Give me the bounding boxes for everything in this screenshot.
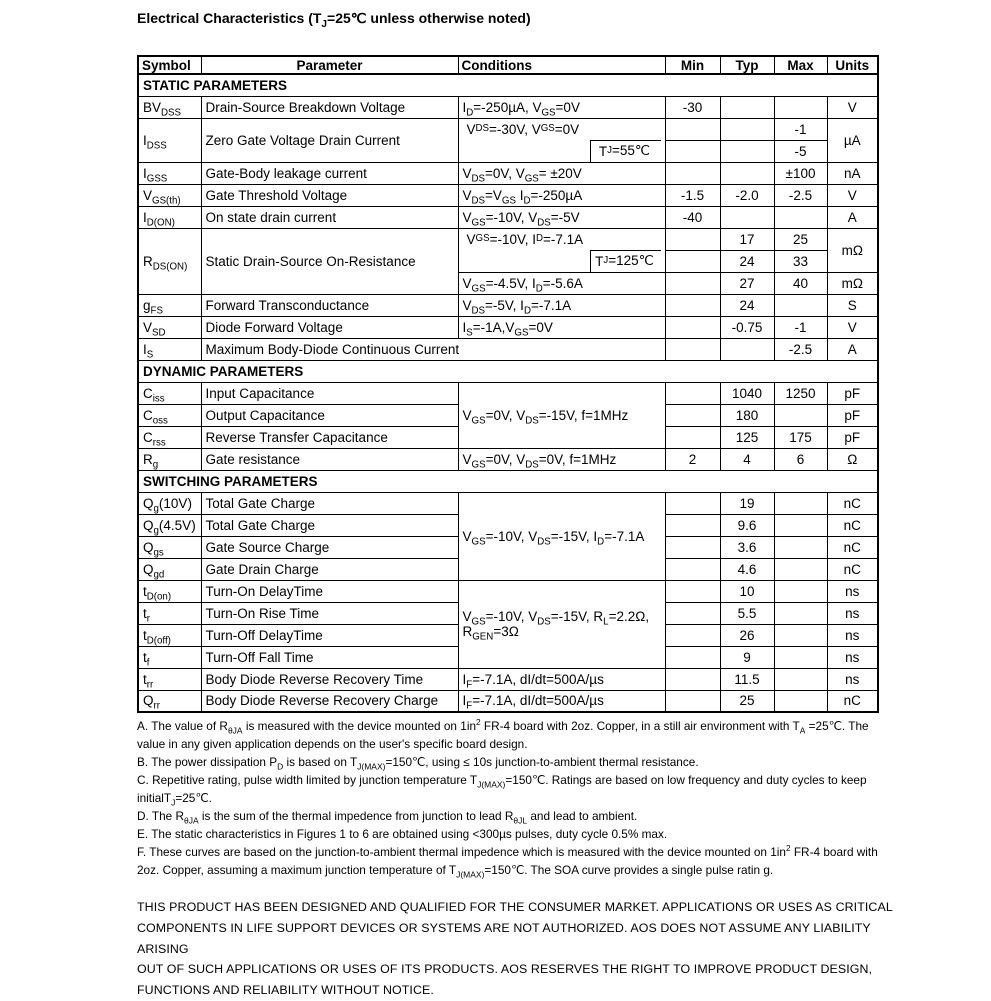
value-cell: ±100 xyxy=(774,162,827,184)
symbol-cell: $t_{D(off)}$ xyxy=(138,624,201,646)
conditions-cell: $V_{GS}=-4.5V$, $I_D=-5.6A$ xyxy=(458,272,665,294)
table-row xyxy=(138,162,878,184)
units-cell: Ω xyxy=(827,448,878,470)
value-cell: 40 xyxy=(774,272,827,294)
parameter-cell: Gate-Body leakage current xyxy=(201,162,458,184)
value-cell: -0.75 xyxy=(720,316,774,338)
section-row xyxy=(138,74,878,96)
value-cell: 180 xyxy=(720,404,774,426)
symbol-cell: $BV_{DSS}$ xyxy=(138,96,201,118)
column-header-typ: Typ xyxy=(720,56,774,74)
conditions-cell: $V_{GS}=0V$, $V_{DS}=0V$, f=1MHz xyxy=(458,448,665,470)
footnote: D. The $R_{\theta JA}$ is the sum of the thermal impedence from junction to lead $R_{\theta JL}$ and lead to ambient. xyxy=(137,809,638,826)
value-cell: 125 xyxy=(720,426,774,448)
value-cell: -30 xyxy=(665,96,720,118)
parameter-cell: Reverse Transfer Capacitance xyxy=(201,426,458,448)
value-cell xyxy=(665,338,720,360)
value-cell xyxy=(665,558,720,580)
column-header-symbol: Symbol xyxy=(138,56,201,74)
value-cell: -2.5 xyxy=(774,338,827,360)
value-cell xyxy=(774,558,827,580)
value-cell xyxy=(665,668,720,690)
conditions-cell: $I_F=-7.1A$, dI/dt=500A/µs xyxy=(458,690,665,712)
value-cell: 6 xyxy=(774,448,827,470)
parameter-cell: Body Diode Reverse Recovery Charge xyxy=(201,690,458,712)
value-cell: 17 xyxy=(720,228,774,250)
units-cell: pF xyxy=(827,404,878,426)
symbol-cell: $Q_g(4.5V)$ xyxy=(138,514,201,536)
value-cell xyxy=(665,316,720,338)
parameter-cell: Static Drain-Source On-Resistance xyxy=(201,228,458,294)
footnote: F. These curves are based on the junction-to-ambient thermal impedence which is measured with the device mounted on $1in^2$ FR-4 board with 2oz. Copper, assuming a maximum junction temperature of $T_{J(MAX)}=150℃$. The SOA curve provides a single pulse ratin g. xyxy=(137,844,878,880)
units-cell: nC xyxy=(827,514,878,536)
value-cell xyxy=(720,118,774,140)
value-cell xyxy=(665,250,720,272)
value-cell: -1 xyxy=(774,118,827,140)
parameter-cell: Gate Source Charge xyxy=(201,536,458,558)
units-cell: nA xyxy=(827,162,878,184)
value-cell xyxy=(665,426,720,448)
condition-main: V DS =-30V, V GS =0V xyxy=(466,121,580,137)
value-cell: -1.5 xyxy=(665,184,720,206)
parameter-cell: Turn-On DelayTime xyxy=(201,580,458,602)
value-cell: 1250 xyxy=(774,382,827,404)
section-header: STATIC PARAMETERS xyxy=(138,74,878,96)
units-cell: nC xyxy=(827,690,878,712)
units-cell: ns xyxy=(827,580,878,602)
value-cell: 5.5 xyxy=(720,602,774,624)
parameter-cell: On state drain current xyxy=(201,206,458,228)
table-row xyxy=(138,294,878,316)
symbol-cell: $t_{D(on)}$ xyxy=(138,580,201,602)
parameter-cell: Turn-Off DelayTime xyxy=(201,624,458,646)
value-cell: 26 xyxy=(720,624,774,646)
parameter-cell: Forward Transconductance xyxy=(201,294,458,316)
column-header-parameter: Parameter xyxy=(201,56,458,74)
symbol-cell: $I_S$ xyxy=(138,338,201,360)
conditions-cell: $V_{GS}=-10V$, $V_{DS}=-15V$, $I_D=-7.1A$ xyxy=(458,492,665,580)
column-header-min: Min xyxy=(665,56,720,74)
units-cell: mΩ xyxy=(827,272,878,294)
symbol-cell: $C_{iss}$ xyxy=(138,382,201,404)
value-cell: 2 xyxy=(665,448,720,470)
value-cell xyxy=(665,492,720,514)
value-cell: 25 xyxy=(774,228,827,250)
units-cell: mΩ xyxy=(827,228,878,272)
table-row xyxy=(138,338,878,360)
disclaimer: THIS PRODUCT HAS BEEN DESIGNED AND QUALIFIED FOR THE CONSUMER MARKET. APPLICATIONS OR USES AS CRITICAL COMPONENTS IN LIFE SUPPORT DEVICES OR SYSTEMS ARE NOT AUTHORIZED. AOS DOES NOT ASSUME ANY LIABILITY ARISING OUT OF SUCH APPLICATIONS OR USES OF ITS PRODUCTS. AOS RESERVES THE RIGHT TO IMPROVE PRODUCT DESIGN, FUNCTIONS AND RELIABILITY WITHOUT NOTICE. xyxy=(137,900,893,998)
conditions-cell: $I_S=-1A,V_{GS}=0V$ xyxy=(458,316,665,338)
symbol-cell: $I_{DSS}$ xyxy=(138,118,201,162)
value-cell: 19 xyxy=(720,492,774,514)
value-cell: 11.5 xyxy=(720,668,774,690)
value-cell: -2.5 xyxy=(774,184,827,206)
symbol-cell: $R_g$ xyxy=(138,448,201,470)
conditions-cell xyxy=(458,228,665,272)
column-header-units: Units xyxy=(827,56,878,74)
parameter-cell: Gate Drain Charge xyxy=(201,558,458,580)
value-cell xyxy=(665,294,720,316)
footnotes xyxy=(137,717,899,879)
value-cell: 175 xyxy=(774,426,827,448)
table-row xyxy=(138,668,878,690)
value-cell xyxy=(774,206,827,228)
symbol-cell: $Q_{gs}$ xyxy=(138,536,201,558)
value-cell: 3.6 xyxy=(720,536,774,558)
units-cell: pF xyxy=(827,426,878,448)
symbol-cell: $t_r$ xyxy=(138,602,201,624)
value-cell xyxy=(720,96,774,118)
symbol-cell: $V_{SD}$ xyxy=(138,316,201,338)
value-cell xyxy=(774,624,827,646)
conditions-cell: $V_{DS}=0V$, $V_{GS}= \pm 20V$ xyxy=(458,162,665,184)
column-header-max: Max xyxy=(774,56,827,74)
units-cell: ns xyxy=(827,646,878,668)
value-cell: -40 xyxy=(665,206,720,228)
parameter-cell: Turn-On Rise Time xyxy=(201,602,458,624)
conditions-cell: $V_{GS}=-10V$, $V_{DS}=-5V$ xyxy=(458,206,665,228)
value-cell: -2.0 xyxy=(720,184,774,206)
table-row xyxy=(138,96,878,118)
condition-subrow xyxy=(463,250,661,272)
condition-subrow xyxy=(463,140,661,162)
units-cell: nC xyxy=(827,536,878,558)
value-cell: -5 xyxy=(774,140,827,162)
symbol-cell: $I_{D(ON)}$ xyxy=(138,206,201,228)
value-cell: 10 xyxy=(720,580,774,602)
symbol-cell: $Q_{rr}$ xyxy=(138,690,201,712)
parameter-cell: Output Capacitance xyxy=(201,404,458,426)
value-cell xyxy=(665,690,720,712)
symbol-cell: $R_{DS(ON)}$ xyxy=(138,228,201,294)
conditions-cell: $V_{DS}=-5V$, $I_D=-7.1A$ xyxy=(458,294,665,316)
units-cell: ns xyxy=(827,624,878,646)
header-row xyxy=(138,56,878,74)
condition-subbox: T J =55℃ xyxy=(590,140,661,162)
parameter-cell: Zero Gate Voltage Drain Current xyxy=(201,118,458,162)
units-cell: A xyxy=(827,338,878,360)
parameter-cell: Turn-Off Fall Time xyxy=(201,646,458,668)
value-cell xyxy=(665,382,720,404)
footnote: B. The power dissipation $P_D$ is based on $T_{J(MAX)}=150℃$, using ≤ 10s junction-to-ambient thermal resistance. xyxy=(137,755,699,772)
conditions-cell: $I_F=-7.1A$, dI/dt=500A/µs xyxy=(458,668,665,690)
parameter-cell: Drain-Source Breakdown Voltage xyxy=(201,96,458,118)
value-cell xyxy=(665,514,720,536)
value-cell xyxy=(774,536,827,558)
footnote: E. The static characteristics in Figures 1 to 6 are obtained using <300µs pulses, duty cycle 0.5% max. xyxy=(137,827,668,841)
value-cell xyxy=(665,162,720,184)
value-cell xyxy=(665,228,720,250)
value-cell xyxy=(720,338,774,360)
parameter-cell: Total Gate Charge xyxy=(201,492,458,514)
value-cell xyxy=(774,602,827,624)
value-cell: 24 xyxy=(720,250,774,272)
conditions-cell: $V_{GS}=0V$, $V_{DS}=-15V$, f=1MHz xyxy=(458,382,665,448)
value-cell xyxy=(774,690,827,712)
value-cell xyxy=(665,118,720,140)
value-cell: 24 xyxy=(720,294,774,316)
symbol-cell: $C_{rss}$ xyxy=(138,426,201,448)
value-cell xyxy=(774,294,827,316)
parameter-cell: Gate Threshold Voltage xyxy=(201,184,458,206)
parameter-cell: Body Diode Reverse Recovery Time xyxy=(201,668,458,690)
parameter-cell: Maximum Body-Diode Continuous Current xyxy=(201,338,665,360)
electrical-characteristics-table xyxy=(137,55,879,713)
table-body xyxy=(138,74,878,712)
units-cell: pF xyxy=(827,382,878,404)
value-cell xyxy=(665,580,720,602)
value-cell: 9.6 xyxy=(720,514,774,536)
conditions-cell: $V_{GS}=-10V$, $V_{DS}=-15V$, $R_L=2.2\Omega$, $R_{GEN}=3\Omega$ xyxy=(458,580,665,668)
value-cell: 33 xyxy=(774,250,827,272)
value-cell: 4 xyxy=(720,448,774,470)
table-row xyxy=(138,492,878,514)
table-row xyxy=(138,580,878,602)
value-cell: 4.6 xyxy=(720,558,774,580)
section-header: SWITCHING PARAMETERS xyxy=(138,470,878,492)
value-cell: 27 xyxy=(720,272,774,294)
value-cell: -1 xyxy=(774,316,827,338)
table-row xyxy=(138,448,878,470)
conditions-cell: $V_{DS}=V_{GS}$ $I_D=-250\mu A$ xyxy=(458,184,665,206)
units-cell: A xyxy=(827,206,878,228)
value-cell xyxy=(665,404,720,426)
units-cell: V xyxy=(827,96,878,118)
table-row xyxy=(138,228,878,250)
section-row xyxy=(138,360,878,382)
table-row xyxy=(138,118,878,140)
symbol-cell: $Q_{gd}$ xyxy=(138,558,201,580)
symbol-cell: $t_{rr}$ xyxy=(138,668,201,690)
table-row xyxy=(138,316,878,338)
parameter-cell: Total Gate Charge xyxy=(201,514,458,536)
symbol-cell: $t_f$ xyxy=(138,646,201,668)
parameter-cell: Diode Forward Voltage xyxy=(201,316,458,338)
units-cell: S xyxy=(827,294,878,316)
value-cell: 9 xyxy=(720,646,774,668)
section-row xyxy=(138,470,878,492)
value-cell: 1040 xyxy=(720,382,774,404)
table-row xyxy=(138,206,878,228)
value-cell xyxy=(665,536,720,558)
value-cell xyxy=(665,646,720,668)
value-cell xyxy=(720,140,774,162)
units-cell: V xyxy=(827,184,878,206)
column-header-conditions: Conditions xyxy=(458,56,665,74)
value-cell xyxy=(665,272,720,294)
units-cell: nC xyxy=(827,558,878,580)
units-cell: nC xyxy=(827,492,878,514)
page-title: Electrical Characteristics ($T_J=25℃$ unless otherwise noted) xyxy=(137,10,531,30)
symbol-cell: $C_{oss}$ xyxy=(138,404,201,426)
section-header: DYNAMIC PARAMETERS xyxy=(138,360,878,382)
value-cell xyxy=(774,668,827,690)
units-cell: ns xyxy=(827,668,878,690)
value-cell xyxy=(665,624,720,646)
table-row xyxy=(138,382,878,404)
footnote: A. The value of $R_{\theta JA}$ is measured with the device mounted on $1in^2$ FR-4 board with 2oz. Copper, in a still air environment with $T_A$ =25℃. The value in any given application depends on the user's specific board design. xyxy=(137,718,869,751)
value-cell xyxy=(720,162,774,184)
value-cell xyxy=(720,206,774,228)
symbol-cell: $g_{FS}$ xyxy=(138,294,201,316)
value-cell xyxy=(774,96,827,118)
conditions-cell: $I_D=-250\mu A$, $V_{GS}=0V$ xyxy=(458,96,665,118)
parameter-cell: Input Capacitance xyxy=(201,382,458,404)
condition-subbox: T J =125℃ xyxy=(590,250,661,272)
value-cell xyxy=(774,646,827,668)
value-cell xyxy=(774,580,827,602)
value-cell xyxy=(774,492,827,514)
conditions-cell xyxy=(458,118,665,162)
table-row xyxy=(138,690,878,712)
condition-main: V GS =-10V, I D =-7.1A xyxy=(466,231,584,247)
units-cell: V xyxy=(827,316,878,338)
table-header xyxy=(138,56,878,74)
parameter-cell: Gate resistance xyxy=(201,448,458,470)
value-cell xyxy=(774,404,827,426)
symbol-cell: $V_{GS(th)}$ xyxy=(138,184,201,206)
value-cell xyxy=(665,602,720,624)
value-cell xyxy=(665,140,720,162)
units-cell: µA xyxy=(827,118,878,162)
table-row xyxy=(138,184,878,206)
symbol-cell: $I_{GSS}$ xyxy=(138,162,201,184)
units-cell: ns xyxy=(827,602,878,624)
symbol-cell: $Q_g(10V)$ xyxy=(138,492,201,514)
value-cell: 25 xyxy=(720,690,774,712)
value-cell xyxy=(774,514,827,536)
footnote: C. Repetitive rating, pulse width limited by junction temperature $T_{J(MAX)}=150℃$. Ratings are based on low frequency and duty cycles to keep initialT$_J$=25℃. xyxy=(137,773,867,808)
